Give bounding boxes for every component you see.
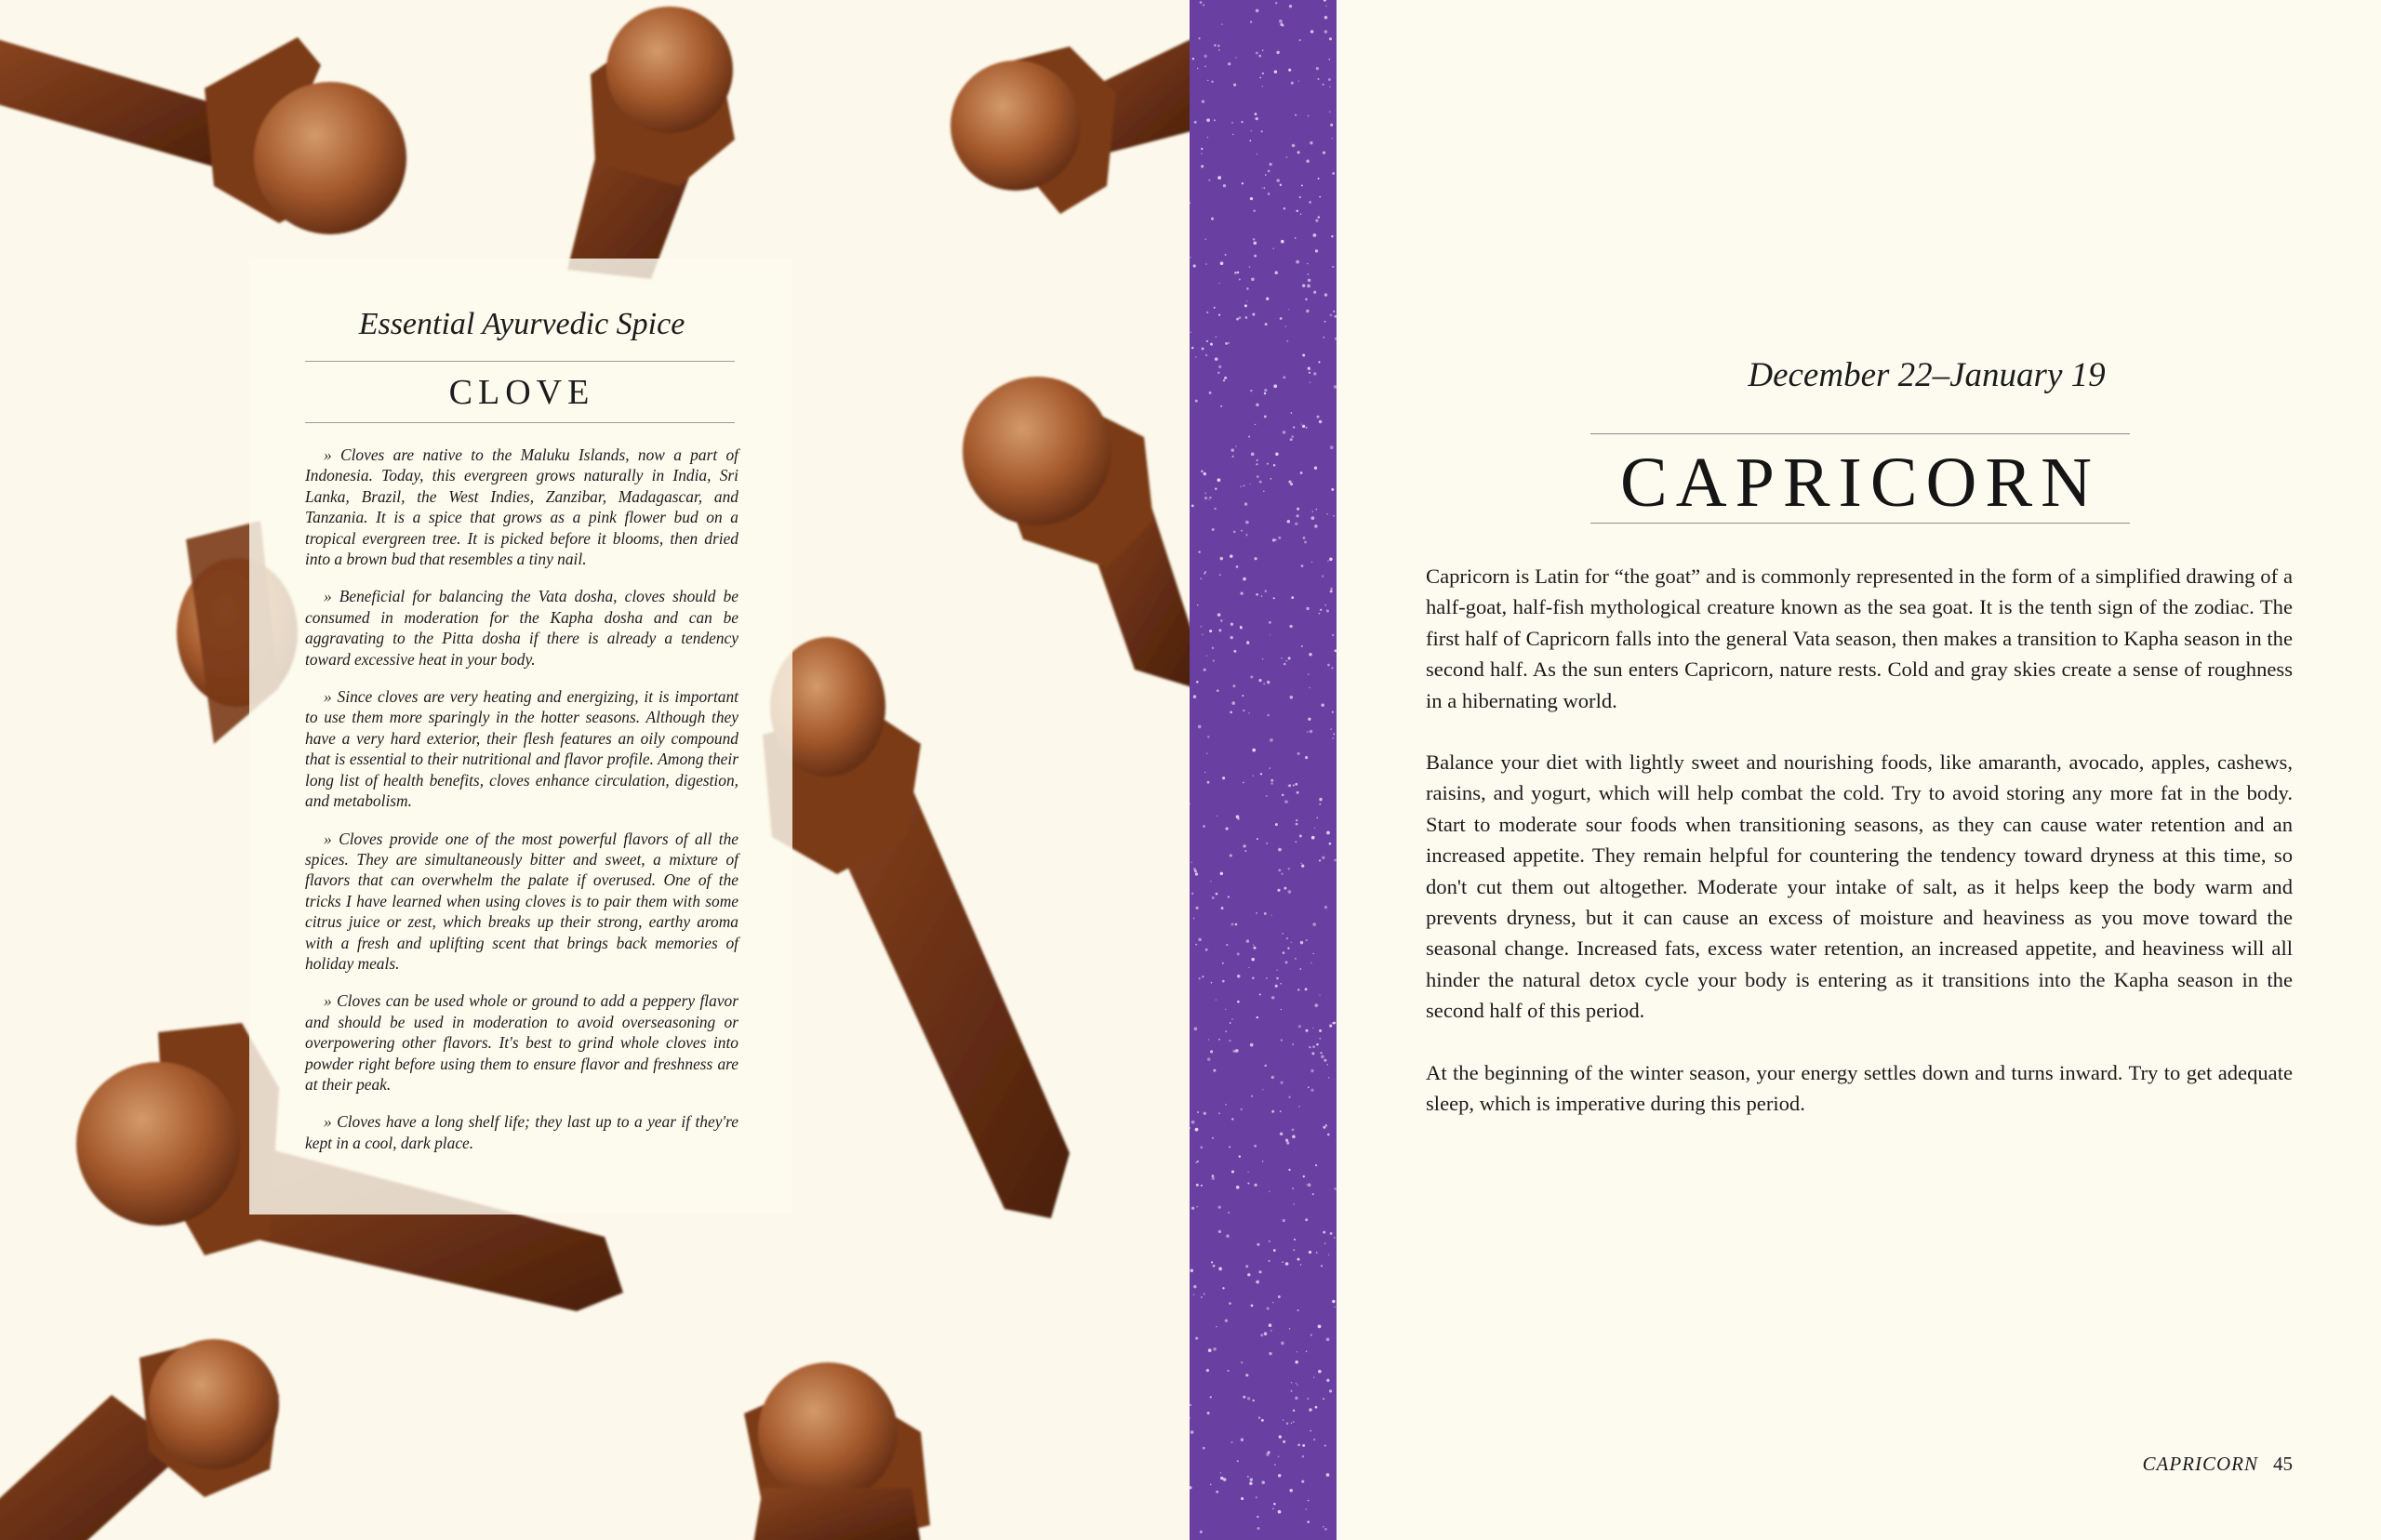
clove-2 — [567, 7, 735, 279]
divider-rule — [305, 422, 735, 423]
spice-fact: » Cloves provide one of the most powerful flavors of all the spices. They are simultaneously bitter and sweet, a mixture of flavors that can overwhelm the palate if overused. One of the tricks I have learned when using cloves is to pair them with some citrus juice or zest, which breaks up their strong, earthy aroma with a fresh and uplifting scent that brings back memories of holiday meals. — [305, 829, 738, 973]
spice-title: CLOVE — [448, 373, 595, 412]
date-range: December 22–January 19 — [1748, 356, 2106, 394]
spice-kicker: Essential Ayurvedic Spice — [358, 307, 685, 341]
spice-fact: » Cloves can be used whole or ground to add a peppery flavor and should be used in moderation to avoid overseasoning or overpowering other flavors. It's best to grind whole cloves into powder right before using them to ensure flavor and freshness are at their peak. — [305, 991, 738, 1094]
clove-1 — [0, 37, 406, 234]
clove-8 — [0, 1339, 279, 1540]
spice-fact: » Since cloves are very heating and energizing, it is important to use them more sparingly in the hotter seasons. Although they have a very hard exterior, their flesh features an oily compound that is essential to their nutritional and flavor profile. Among their long list of health benefits, cloves enhance circulation, digestion, and metabolism. — [305, 687, 738, 811]
spice-info-panel — [249, 259, 792, 1215]
divider-rule — [1590, 433, 2130, 434]
speckled-purple-spine — [1190, 0, 1337, 1540]
spice-fact: » Beneficial for balancing the Vata dosha, cloves should be consumed in moderation for the Kapha dosha and can be aggravating to the Pitta dosha if there is already a tendency toward excessive heat in your body. — [305, 587, 738, 669]
sign-title: CAPRICORN — [1620, 444, 2100, 522]
divider-rule — [1590, 523, 2130, 524]
body-paragraph: Balance your diet with lightly sweet and nourishing foods, like amaranth, avocado, apples, cashews, raisins, and yogurt, which will help combat the cold. Try to avoid storing any more fat in the body. Start to moderate sour foods when transitioning seasons, as they can cause water retention and an increased appetite. They remain helpful for countering the tendency toward dryness at this time, so don't cut them out altogether. Moderate your intake of salt, as it helps keep the body warm and prevents dryness, but it can cause an excess of moisture and heaviness as you move toward the seasonal change. Increased fats, excess water retention, an increased appetite, and heaviness will all hinder the natural detox cycle your body is entering as it transitions into the Kapha season in the second half of this period. — [1426, 750, 2293, 1023]
running-footer — [1337, 1453, 2293, 1476]
page-number: 45 — [2273, 1453, 2293, 1475]
spice-fact: » Cloves have a long shelf life; they last up to a year if they're kept in a cool, dark place. — [305, 1112, 738, 1152]
spice-facts-list — [305, 445, 738, 1170]
clove-9 — [744, 1362, 930, 1540]
body-paragraph: Capricorn is Latin for “the goat” and is commonly represented in the form of a simplified drawing of a half-goat, half-fish mythological creature known as the sea goat. It is the tenth sign of the zodiac. The first half of Capricorn falls into the general Vata season, then makes a transition to Kapha season in the second half. As the sun enters Capricorn, nature rests. Cold and gray skies create a sense of roughness in a hibernating world. — [1426, 564, 2293, 712]
divider-rule — [305, 361, 735, 362]
right-page — [1337, 0, 2381, 1540]
clove-4 — [963, 377, 1190, 688]
body-paragraph: At the beginning of the winter season, your energy settles down and turns inward. Try to get adequate sleep, which is imperative during this period. — [1426, 1060, 2293, 1116]
left-page — [0, 0, 1190, 1540]
sign-body-text — [1426, 561, 2293, 1150]
clove-5 — [763, 637, 1070, 1218]
speckle-texture — [1190, 0, 1337, 1540]
footer-section-name: CAPRICORN — [2142, 1453, 2258, 1475]
clove-3 — [951, 37, 1190, 214]
spice-fact: » Cloves are native to the Maluku Islands, now a part of Indonesia. Today, this evergreen grows naturally in India, Sri Lanka, Brazil, the West Indies, Zanzibar, Madagascar, and Tanzania. It is a spice that grows as a pink flower bud on a tropical evergreen tree. It is picked before it blooms, then dried into a brown bud that resembles a tiny nail. — [305, 445, 738, 569]
